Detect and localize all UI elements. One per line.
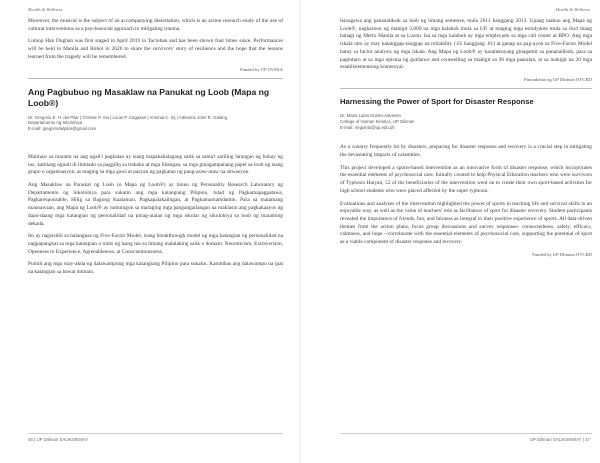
article-authors: Dr. Maria Luisa Guinto-Adviento [340, 112, 401, 118]
page-footer-left: 46 | UP Diliman SALIKSIKMAY [28, 437, 89, 442]
funding-note: Pinondohan ng UP Diliman OVCRD [524, 76, 592, 82]
paragraph: This project developed a sports-based intervention as an innovative form of disaster response, which incorporates the essential elements of psychosocial care. Initially created to help Physical Education teachers who were survivors of Typhoon Haiyan, 52 of the beneficiaries of the intervention went on to create their own sport-based activities for high school students who were placed affected by the super typhoon. [340, 164, 592, 194]
paragraph: Malinaw sa marami na ang ugali't pagkatao ay isang mapakahalagang salik sa sama't sariling larangan ng buhay ng tao, kabilang ngunit di limitado sa paggiliŋ sa trabaho at mga libangan, sa mga ginagampanang papel sa loob ng isang grupo o organisasyon, at maging sa mga gawi at pasyan ng pagkatao ng pang-araw-araw na sitwasyon. [28, 153, 283, 176]
article-title: Harnessing the Power of Sport for Disaster Response [340, 96, 534, 106]
section-divider [340, 88, 592, 89]
footer-rule [28, 433, 283, 434]
article-email: E-mail: gregoriodelpilar@gmail.com [28, 126, 97, 132]
article-meta [340, 113, 592, 130]
paragraph: Pumili ang mga may-akda ng dalawampung mga katangiang Pilipino para sukatin. Katumbas ang dalawampu na ipat na katangian sa bawat domain. [28, 261, 283, 276]
running-head-left: Health & Wellness [28, 7, 63, 12]
left-page [0, 0, 298, 463]
article-department: College of Human Kinetics, UP Diliman [340, 118, 415, 124]
funding-note: Funded by UP OVPAA [240, 66, 283, 72]
paragraph: Ito ay nagsisilbi sa balangkas ng Five-Factor Model, isang breakthrough model ng mga katangian ng personalidad na nagpapangkat sa mga katangian o traits ng isang tao sa limang malalaking salik o domain: Neuroticism, Extraversion, Openness to Experience, Agreeableness, at Conscientiousness. [28, 233, 283, 255]
article-title: Ang Pagbubuo ng Masaklaw na Panukat ng Loob (Mapa ng Loob®) [28, 86, 270, 108]
article-email: E-mail: mrguinto@up.edu.ph [340, 124, 395, 130]
paragraph: Isinagawa ang pananaliksik sa loob ng limang semestre, mula 2011 hanggang 2013. Upang mabuo ang Mapa ng Loob®, nagkaroon ng mahigit 3,000 na mga kalahok mula sa UP, at maging mga estudyante mula sa iba't ibang bahagi ng Metro Manila at sa Luzon. Isa sa mga kalahok ay mga empleyado sa mga call center at BPO. Ang mga iskala nito ay may katanggap-tanggap na reliability (.65 hanggang .81) at ganap na pag-ayon sa Five-Factor Model batay sa factor analysis ng mga iskala. Ang Mapa ng Loob® ay kasalukuyang ginagamit sa pananaliksik, para sa pagtuturo at sa mga opisina ng guidance and counselling sa mahigit sa 30 mga paaralan, at sa mahigit na 20 mga establisiementong komersyal. [340, 18, 592, 71]
paragraph: Ang Masaklaw na Panukat ng Loob (o Mapa ng Loob®) ay binuo ng Personality Research Laboratory ng Departamento ng Sikolohiya para sukatin ang mga katangiang Pilipino, tulad ng Pagkamapagpatawa, Pagkaresponsable, Hilig sa Bagong Kaalaman, Pagkapalakaibigan, at Pagkamamamdamin. Para sa matamang maunawaan, ang Mapa ng Loob® ay tumutugon sa maraging mga pangangailangan na maklasin ang pagkakaayos ng daan-daang mga katangian ng personalidad na pinag-aralan ng mga iskolar ng sikolohiya sa loob ng maraming dekada. [28, 182, 283, 227]
article-department: Departamento ng Sikolohiya [28, 120, 82, 126]
article-authors: Dr. Gregorio E. H. del Pilar | Christie P. Sio | Louie P. Cagasan | Antonia C. Sij | Adrianne John R. Galang [28, 114, 227, 120]
section-divider [28, 78, 283, 79]
funding-note: Funded by UP Diliman OVCRD [532, 251, 592, 257]
right-column [340, 18, 592, 263]
paragraph: Moreover, the musical is the subject of an accompanying dissertation, which is an action research study of the use of cultural interventions as a psychosocial approach to mitigating trauma. [28, 18, 283, 32]
page-footer-right: UP Diliman SALIKSIKMAY | 47 [529, 437, 590, 442]
footer-rule [340, 433, 592, 434]
right-page [302, 0, 600, 463]
left-column [28, 18, 283, 282]
paragraph: As a country frequently hit by disasters, preparing for disaster response and recovery is a crucial step in mitigating the devastating impacts of calamities. [340, 144, 592, 159]
running-head-right: Health & Wellness [555, 7, 590, 12]
paragraph: Lumop Han Dughan was first staged in April 2019 in Tacloban and has been shown four times since. Performances will be held in Manila and Bohol in 2020 to share the survivors' story of resilience and the hope that the lessons learned from the tragedy will be remembered. [28, 38, 283, 60]
paragraph: Evaluations and analyses of the intervention highlighted the power of sports in teaching life and survival skills in an enjoyable way, as well as the value of teachers' role as facilitators of sport for disaster recovery. Student participants revealed the importance of friends, fun, and fairness as integral to their positive experience of sports. All data-driven themes from the action plans, focus group discussions and survey responses- connectedness, safety, efficacy, calmness, and hope --corroborate with the essential elements of psychosocial care, supporting the potential of sport as a viable component of disaster response and recovery. [340, 200, 592, 246]
page-gutter [299, 0, 301, 463]
article-meta [28, 115, 283, 132]
